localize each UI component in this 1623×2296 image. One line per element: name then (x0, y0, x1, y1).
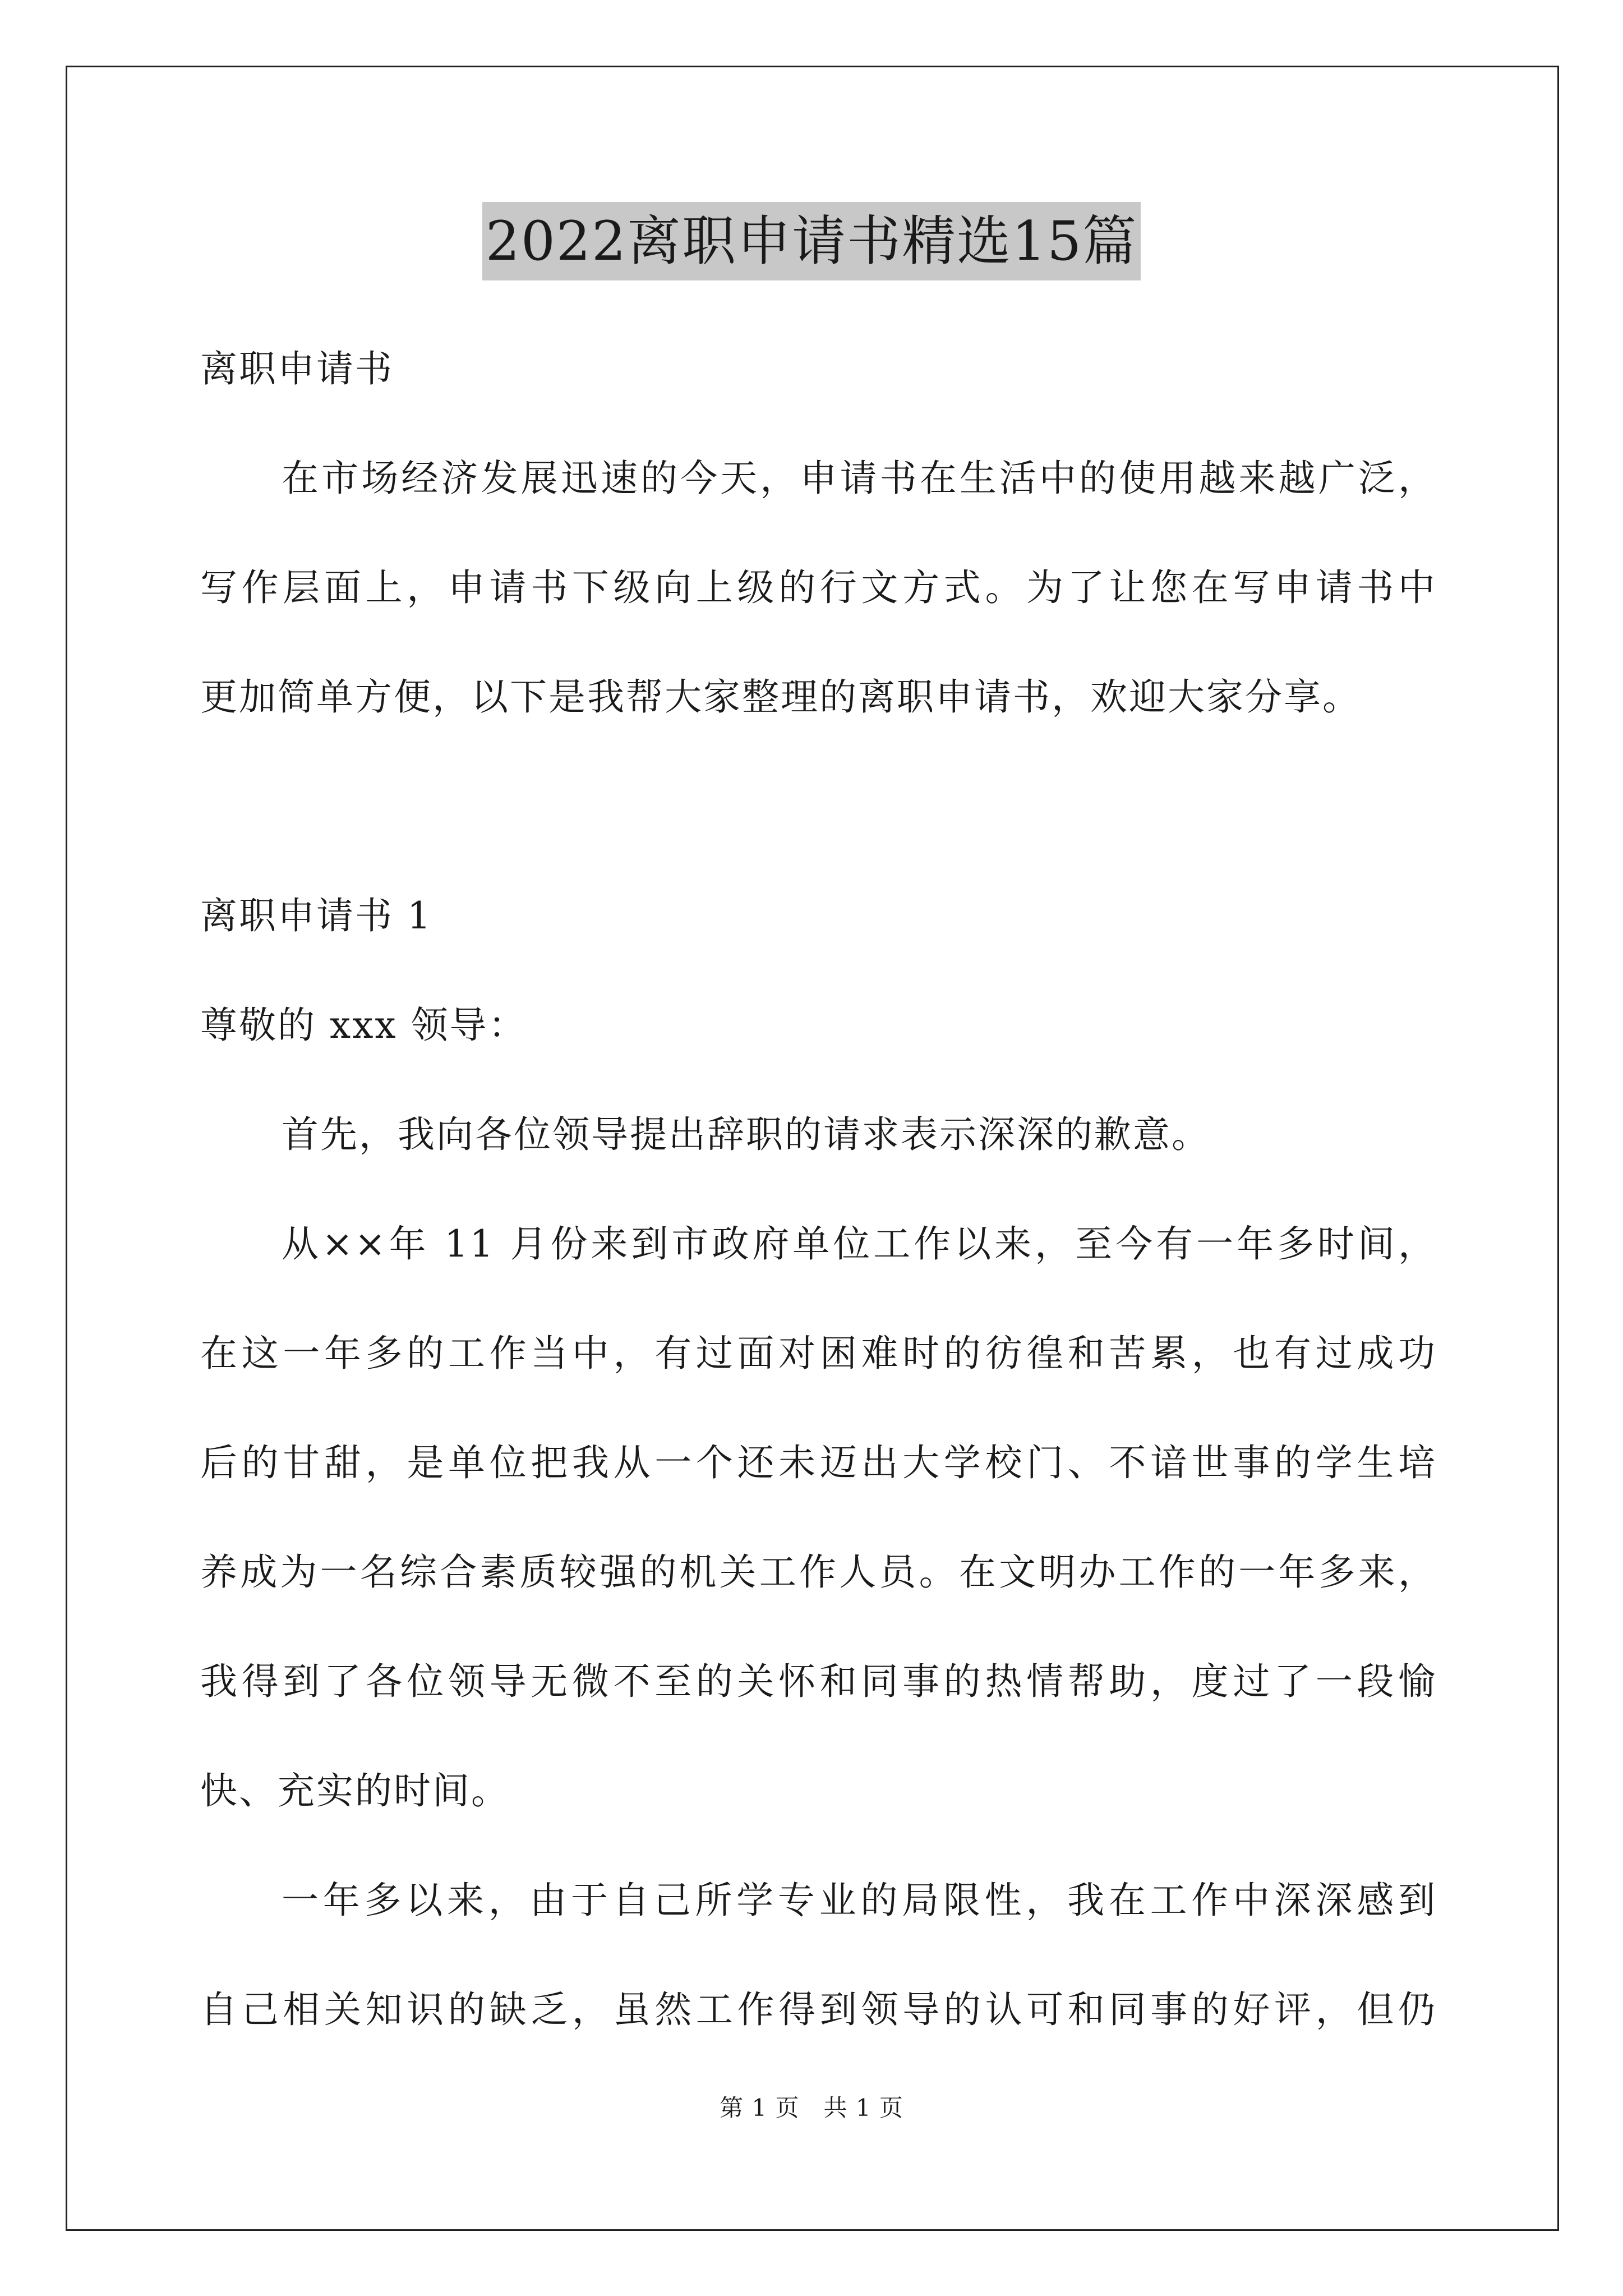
page-footer (0, 2091, 1623, 2125)
document-title: 2022离职申请书精选15篇 (482, 202, 1141, 280)
paragraph-line: 写作层面上，申请书下级向上级的行文方式。为了让您在写申请书中 (200, 566, 1437, 609)
paragraph-line: 在市场经济发展迅速的今天，申请书在生活中的使用越来越广泛， (282, 457, 1437, 500)
page-number: 第 1 页 共 1 页 (720, 2094, 903, 2122)
paragraph-line: 快、充实的时间。 (200, 1769, 510, 1812)
paragraph-line: 自己相关知识的缺乏，虽然工作得到领导的认可和同事的好评，但仍 (200, 1988, 1437, 2031)
section-heading: 离职申请书 (200, 347, 394, 390)
paragraph-line: 从××年 11 月份来到市政府单位工作以来，至今有一年多时间， (282, 1222, 1437, 1266)
paragraph-line: 我得到了各位领导无微不至的关怀和同事的热情帮助，度过了一段愉 (200, 1660, 1437, 1703)
document-body (200, 314, 1437, 2064)
paragraph-line: 养成为一名综合素质较强的机关工作人员。在文明办工作的一年多来， (200, 1550, 1437, 1594)
paragraph-line: 后的甘甜，是单位把我从一个还未迈出大学校门、不谙世事的学生培 (200, 1441, 1437, 1484)
paragraph-line: 更加简单方便，以下是我帮大家整理的离职申请书，欢迎大家分享。 (200, 675, 1361, 719)
blank-line (200, 752, 1437, 861)
letter-heading: 离职申请书 1 (200, 894, 432, 937)
salutation: 尊敬的 xxx 领导： (200, 1004, 527, 1047)
paragraph-line: 在这一年多的工作当中，有过面对困难时的彷徨和苦累，也有过成功 (200, 1332, 1437, 1375)
paragraph-line: 首先，我向各位领导提出辞职的请求表示深深的歉意。 (282, 1113, 1210, 1156)
title-container (0, 202, 1623, 280)
paragraph-line: 一年多以来，由于自己所学专业的局限性，我在工作中深深感到 (282, 1879, 1437, 1922)
